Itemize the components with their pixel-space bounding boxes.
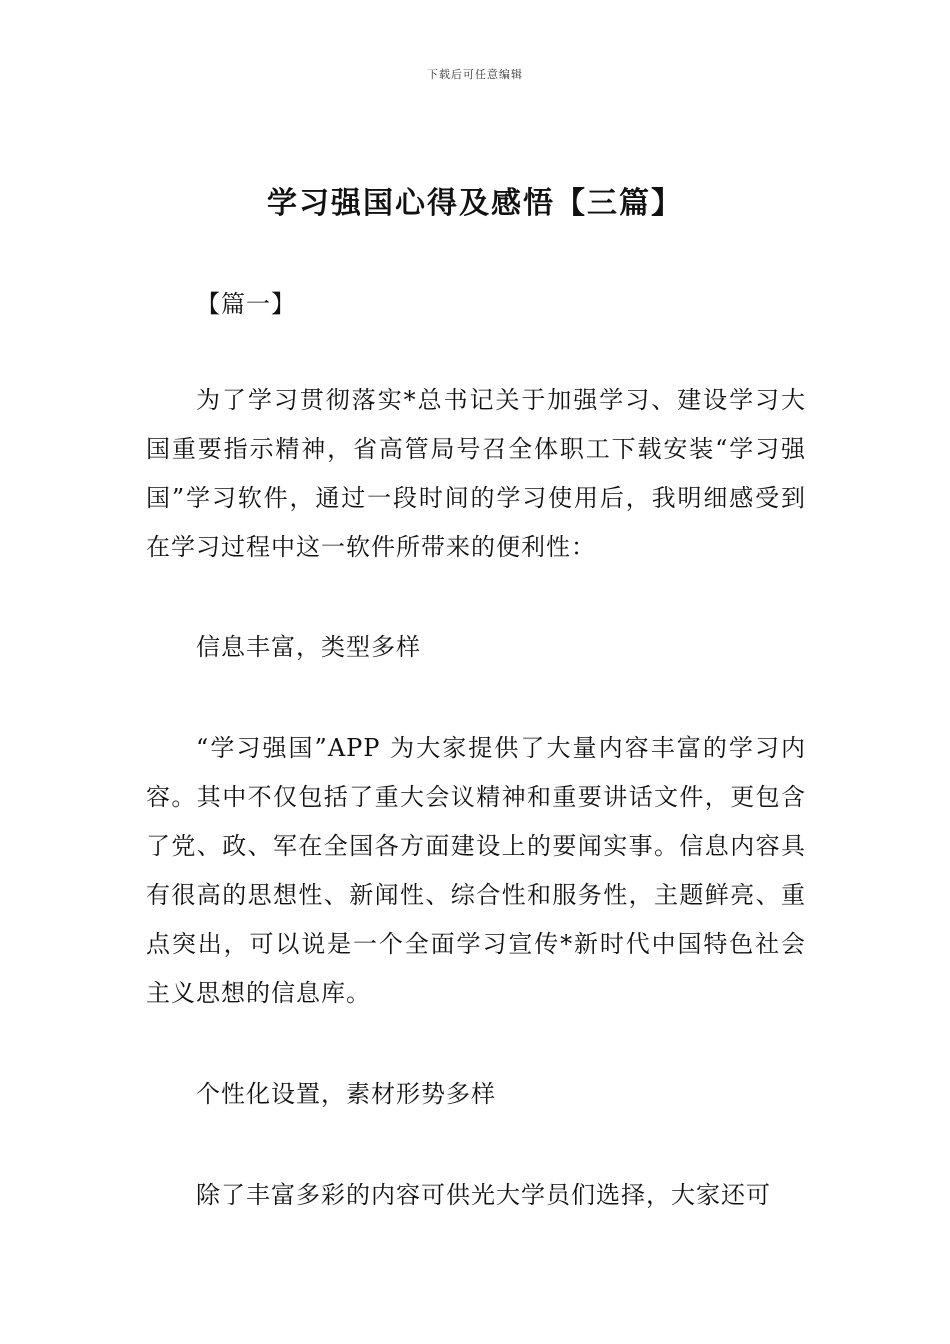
- subheading-1: 信息丰富，类型多样: [196, 633, 421, 661]
- paragraph-2: “学习强国”APP 为大家提供了大量内容丰富的学习内容。其中不仅包括了重大会议精神和重要讲话文件，更包含了党、政、军在全国各方面建设上的要闻实事。信息内容具有很高的思想性、新闻性、综合性和服务性，主题鲜亮、重点突出，可以说是一个全面学习宣传*新时代中国特色社会主义思想的信息库。: [146, 734, 806, 1007]
- header-note: 下载后可任意编辑: [427, 68, 523, 81]
- paragraph-1: 为了学习贯彻落实*总书记关于加强学习、建设学习大国重要指示精神，省高管局号召全体职工下载安装“学习强国”学习软件，通过一段时间的学习使用后，我明细感受到在学习过程中这一软件所带来的便利性：: [146, 386, 806, 561]
- paragraph-3: 除了丰富多彩的内容可供光大学员们选择，大家还可: [196, 1181, 771, 1209]
- document-title: 学习强国心得及感悟【三篇】: [267, 186, 683, 221]
- subheading-2: 个性化设置，素材形势多样: [196, 1080, 496, 1108]
- section-label: 【篇一】: [196, 290, 296, 318]
